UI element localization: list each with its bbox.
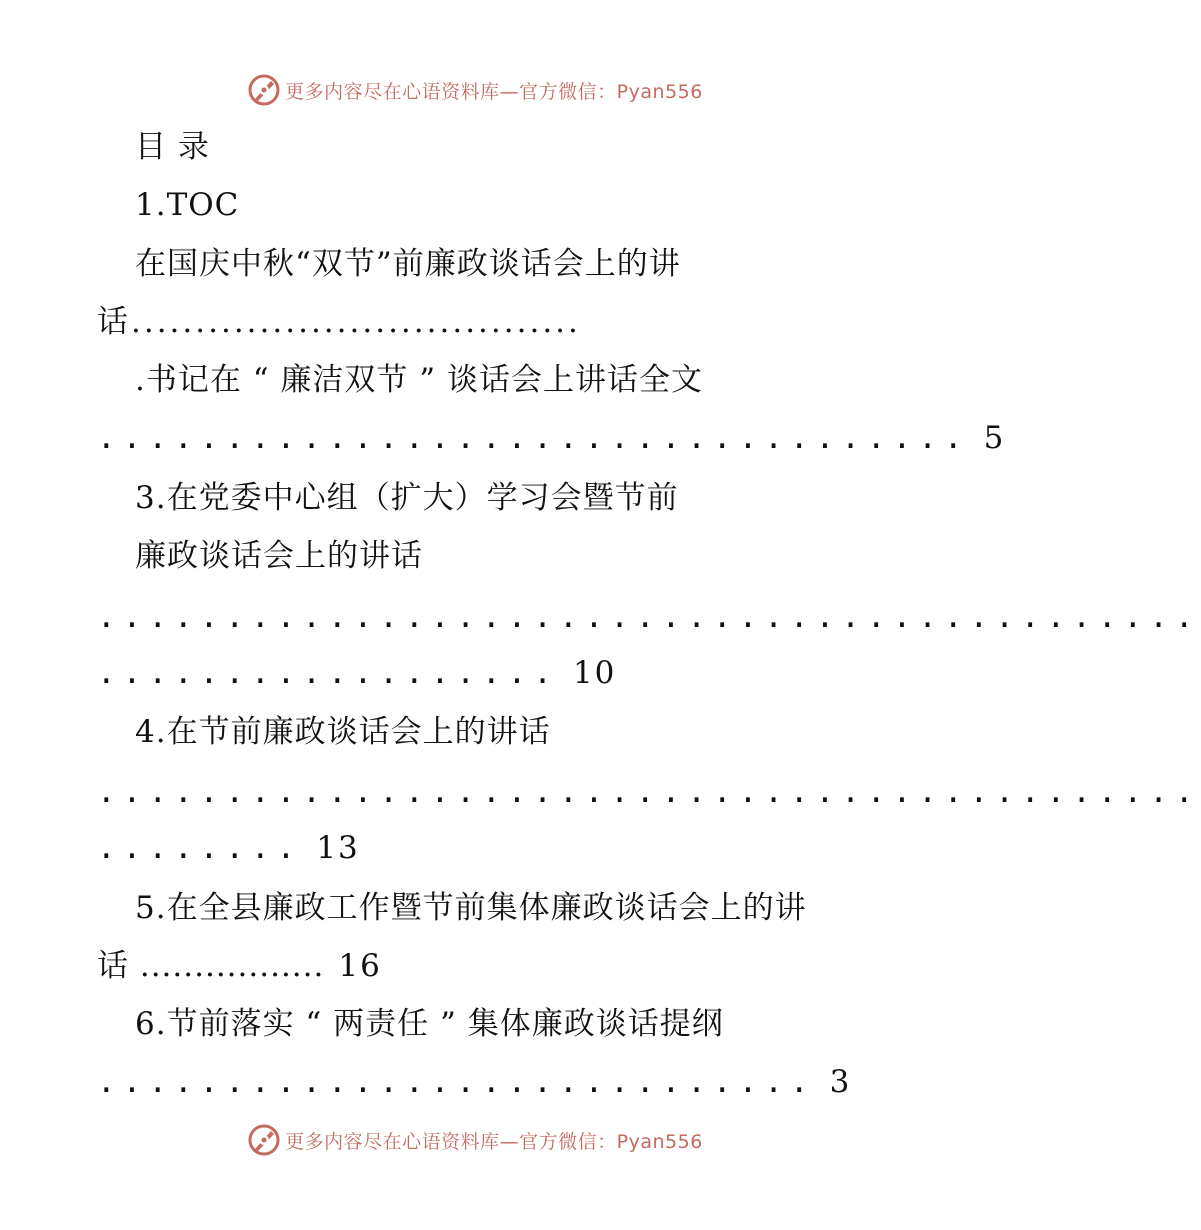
toc-entry-3-leader-1[interactable]: ........................................... xyxy=(97,599,1201,635)
toc-entry-4-leader-1[interactable]: ........................................... xyxy=(97,774,1201,810)
watermark-footer xyxy=(0,1120,950,1160)
toc-entry-4-leader-2[interactable] xyxy=(97,828,360,868)
toc-entry-4-title[interactable]: 4.在节前廉政谈话会上的讲话 xyxy=(135,714,551,750)
page-number: 5 xyxy=(983,420,1006,456)
page-number: 10 xyxy=(572,655,617,691)
toc-entry-6-leader[interactable] xyxy=(97,1062,851,1102)
toc-entry-1-title[interactable]: 在国庆中秋“双节”前廉政谈话会上的讲 xyxy=(135,246,681,282)
watermark-text: 更多内容尽在心语资料库—官方微信：Pyan556 xyxy=(285,80,703,103)
quill-logo-icon xyxy=(247,1123,281,1157)
leader-dots: .................................. xyxy=(97,420,970,456)
leader-dots: .................. xyxy=(97,655,559,691)
toc-label: 1.TOC xyxy=(135,187,240,223)
leader-dots: ........ xyxy=(97,830,303,866)
toc-entry-3-leader-2[interactable] xyxy=(97,653,616,693)
quill-logo-icon xyxy=(247,73,281,107)
toc-entry-5-leader[interactable] xyxy=(97,946,382,986)
page-number: 16 xyxy=(338,948,382,984)
leader-dots: ............................ xyxy=(97,1064,816,1100)
watermark-text: 更多内容尽在心语资料库—官方微信：Pyan556 xyxy=(285,1130,703,1153)
watermark-header xyxy=(0,70,950,110)
toc-heading: 目 录 xyxy=(135,129,210,165)
page-number: 3 xyxy=(829,1064,852,1100)
toc-entry-3-title[interactable]: 3.在党委中心组（扩大）学习会暨节前 xyxy=(135,480,679,516)
leader-dots: 话 ................. xyxy=(97,948,325,984)
toc-entry-5-title[interactable]: 5.在全县廉政工作暨节前集体廉政谈话会上的讲 xyxy=(135,890,807,926)
toc-entry-2-title[interactable]: .书记在 “ 廉洁双节 ” 谈话会上讲话全文 xyxy=(135,362,703,398)
toc-entry-2-leader[interactable] xyxy=(97,418,1005,458)
toc-entry-3-title-cont[interactable]: 廉政谈话会上的讲话 xyxy=(135,538,423,574)
page-number: 13 xyxy=(316,830,360,866)
toc-entry-1-dots[interactable]: 话................................... xyxy=(97,304,581,340)
toc-entry-6-title[interactable]: 6.节前落实 “ 两责任 ” 集体廉政谈话提纲 xyxy=(135,1006,724,1042)
